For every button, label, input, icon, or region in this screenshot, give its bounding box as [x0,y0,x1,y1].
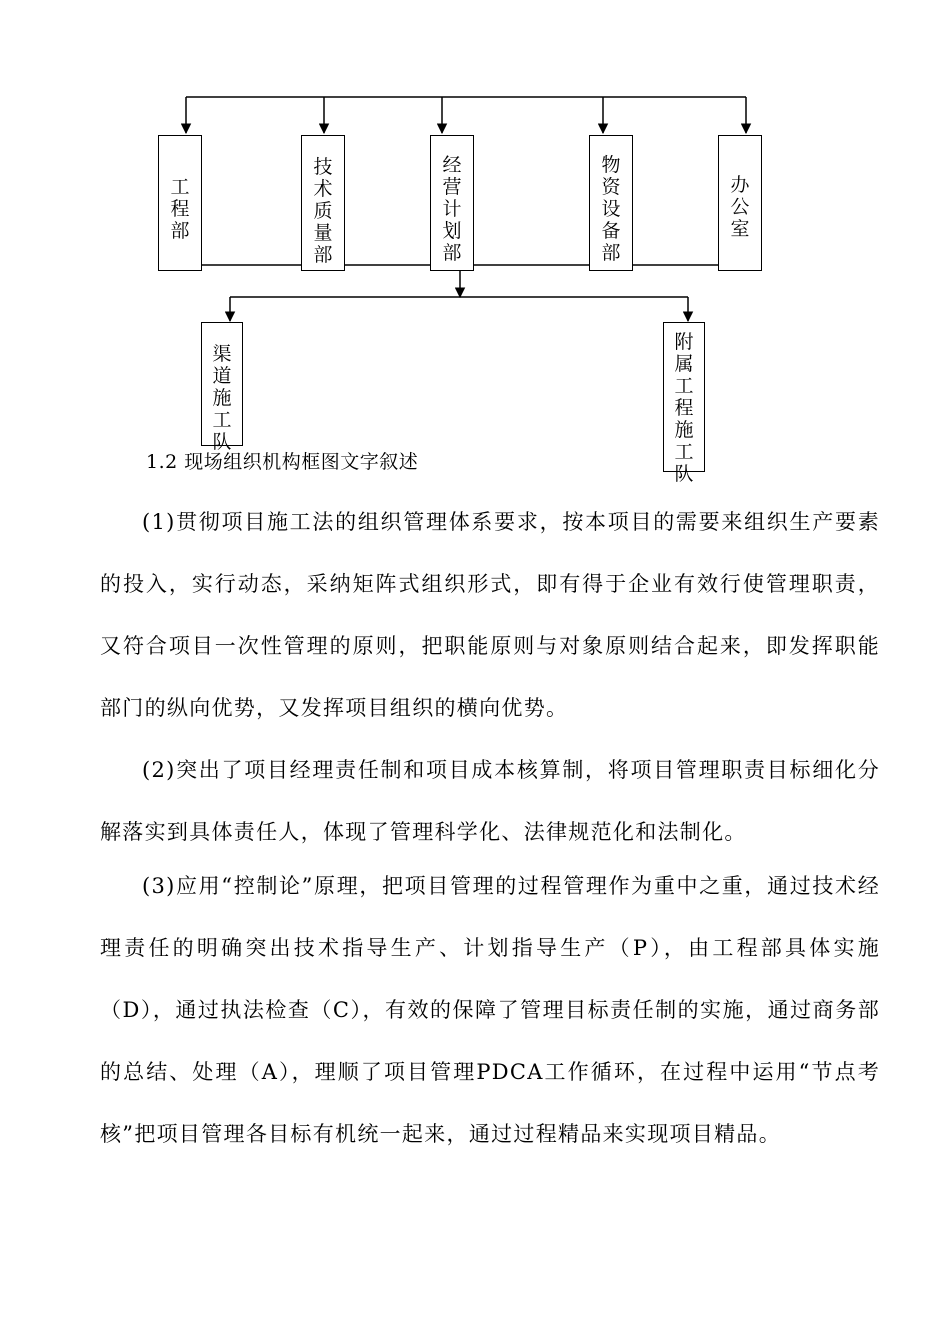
dept-box-tech-quality [301,135,345,271]
paragraph-1: (1)贯彻项目施工法的组织管理体系要求，按本项目的需要来组织生产要素的投入，实行动态，采纳矩阵式组织形式，即有得于企业有效行使管理职责，又符合项目一次性管理的原则，把职能原则与对象原则结合起来，即发挥职能部门的纵向优势，又发挥项目组织的横向优势。 [100,510,880,720]
dept-box-materials [589,135,633,271]
dept-label-materials: 物资设备部 [601,154,621,264]
dept-label-tech-quality: 技术质量部 [313,156,333,266]
paragraph-3: (3)应用“控制论”原理，把项目管理的过程管理作为重中之重，通过技术经理责任的明确突出技术指导生产、计划指导生产（P），由工程部具体实施（D），通过执法检查（C），有效的保障了管理目标责任制的实施，通过商务部的总结、处理（A），理顺了项目管理PDCA工作循环，在过程中运用“节点考核”把项目管理各目标有机统一起来，通过过程精品来实现项目精品。 [100,874,880,1146]
dept-label-planning: 经营计划部 [442,154,462,264]
dept-label-engineering: 工程部 [170,176,190,242]
paragraph-2: (2)突出了项目经理责任制和项目成本核算制，将项目管理职责目标细化分解落实到具体责任人，体现了管理科学化、法律规范化和法制化。 [100,758,880,844]
dept-box-engineering [158,135,202,271]
dept-label-office: 办公室 [730,174,750,240]
dept-box-office [718,135,762,271]
team-box-canal [201,322,243,453]
team-label-canal: 渠道施工队 [212,343,232,453]
dept-box-planning [430,135,474,271]
section-caption: 1.2 现场组织机构框图文字叙述 [146,451,419,473]
org-chart-connectors [0,0,950,485]
team-box-ancillary [663,322,705,485]
team-label-ancillary: 附属工程施工队 [674,331,694,485]
